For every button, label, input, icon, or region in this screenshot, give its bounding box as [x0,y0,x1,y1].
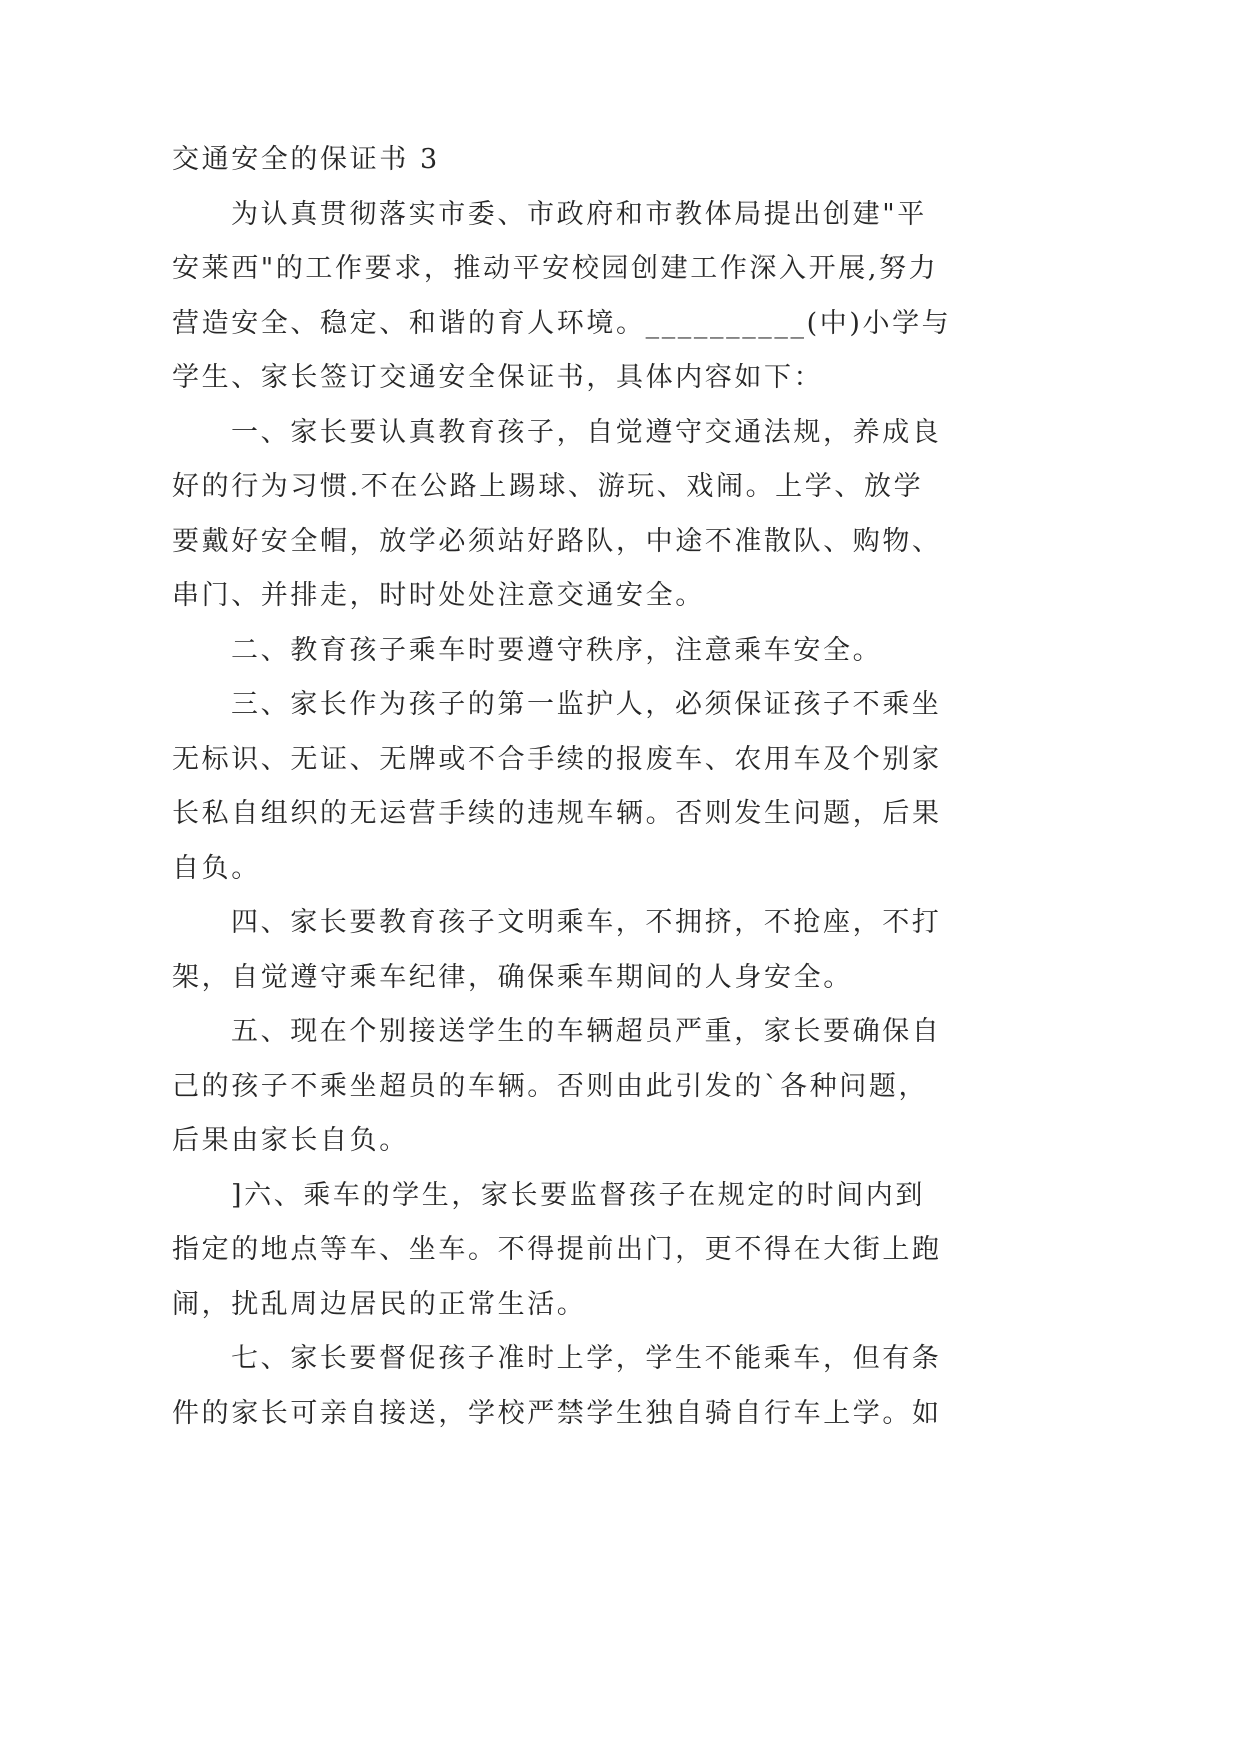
document-body [172,133,1072,1441]
paragraph-line: 件的家长可亲自接送，学校严禁学生独自骑自行车上学。如 [172,1397,942,1429]
paragraph [172,1332,1072,1441]
paragraph-line: 四、家长要教育孩子文明乘车，不拥挤，不抢座，不打 [231,907,942,938]
paragraph-line: 指定的地点等车、坐车。不得提前出门，更不得在大街上跑 [172,1234,942,1265]
paragraph-line: 安莱西"的工作要求，推动平安校园创建工作深入开展,努力 [172,253,939,284]
document-title: 交通安全的保证书 3 [172,144,440,175]
paragraph [172,896,1072,1005]
paragraph-line: 闹，扰乱周边居民的正常生活。 [172,1288,587,1320]
paragraph-line: 为认真贯彻落实市委、市政府和市教体局提出创建"平 [231,198,927,230]
paragraph-line: 自负。 [172,852,261,884]
paragraph [172,624,1072,679]
paragraph-line: 架，自觉遵守乘车纪律，确保乘车期间的人身安全。 [172,961,853,993]
paragraph [172,1169,1072,1333]
paragraph [172,1005,1072,1169]
paragraph-line: 己的孩子不乘坐超员的车辆。否则由此引发的`各种问题， [172,1070,929,1102]
paragraph-line: 三、家长作为孩子的第一监护人，必须保证孩子不乘坐 [231,689,942,720]
paragraph-line: 串门、并排走，时时处处注意交通安全。 [172,580,705,611]
paragraph-line: ]六、乘车的学生，家长要监督孩子在规定的时间内到 [231,1179,925,1211]
paragraph-line: 一、家长要认真教育孩子，自觉遵守交通法规，养成良 [231,416,942,448]
paragraph [172,406,1072,624]
paragraph-line: 后果由家长自负。 [172,1125,409,1156]
paragraph-line: 学生、家长签订交通安全保证书，具体内容如下： [172,362,824,393]
paragraph-line: 无标识、无证、无牌或不合手续的报废车、农用车及个别家 [172,743,942,775]
paragraph-line: 营造安全、稳定、和谐的育人环境。__________(中)小学与 [172,307,952,339]
paragraph [172,678,1072,896]
paragraph-line: 好的行为习惯.不在公路上踢球、游玩、戏闹。上学、放学 [172,471,924,502]
paragraph-line: 二、教育孩子乘车时要遵守秩序，注意乘车安全。 [231,634,883,666]
paragraph-line: 七、家长要督促孩子准时上学，学生不能乘车，但有条 [231,1343,942,1374]
paragraph-line: 长私自组织的无运营手续的违规车辆。否则发生问题，后果 [172,798,942,829]
paragraph-line: 五、现在个别接送学生的车辆超员严重，家长要确保自 [231,1016,942,1047]
paragraph-line: 要戴好安全帽，放学必须站好路队，中途不准散队、购物、 [172,525,942,557]
paragraph [172,188,1072,406]
